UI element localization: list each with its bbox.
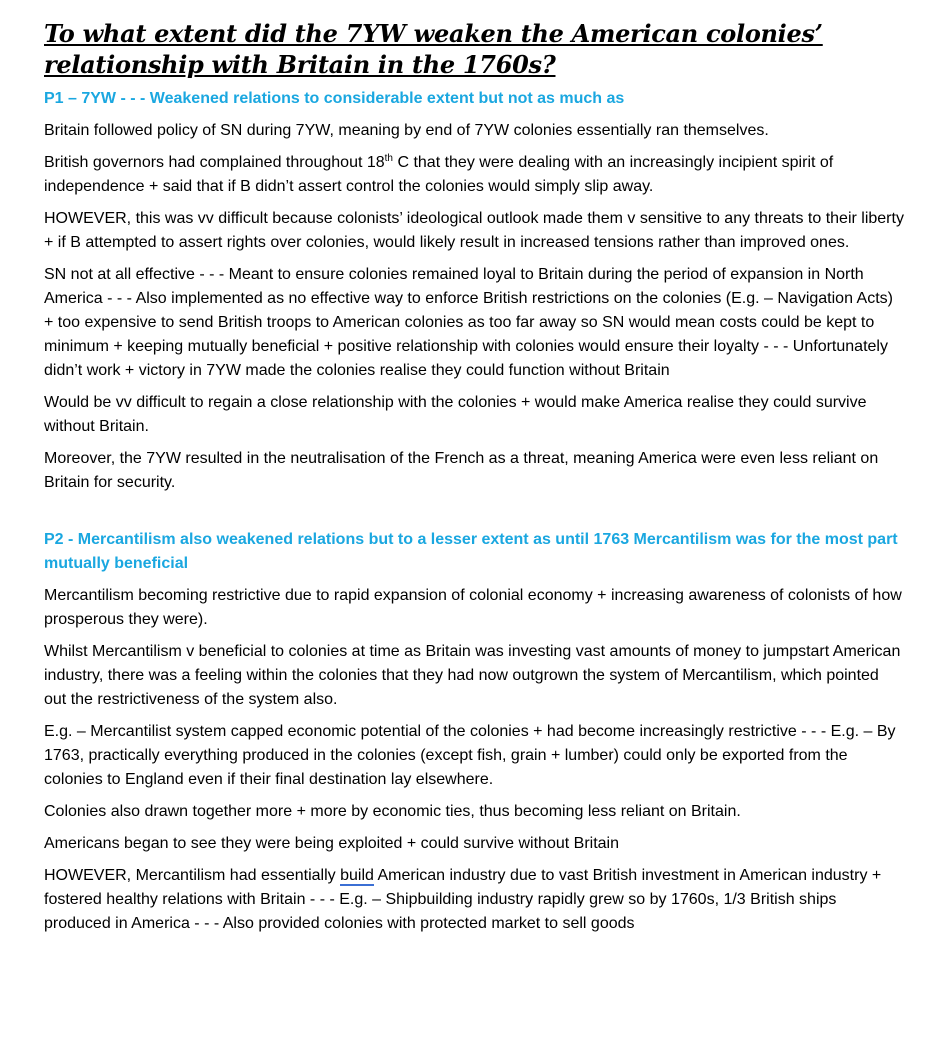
paragraph: Colonies also drawn together more + more by economic ties, thus becoming less reliant on Britain. <box>44 803 741 820</box>
paragraph: Americans began to see they were being exploited + could survive without Britain <box>44 835 619 852</box>
section-spacer <box>44 503 904 528</box>
paragraph: Moreover, the 7YW resulted in the neutralisation of the French as a threat, meaning America were even less reliant on Britain for security. <box>44 450 879 491</box>
paragraph-text: HOWEVER, Mercantilism had essentially <box>44 867 341 884</box>
ordinal-superscript: th <box>384 153 393 164</box>
paragraph: E.g. – Mercantilist system capped economic potential of the colonies + had become increasingly restrictive - - - E.g. – By 1763, practically everything produced in the colonies (except fish, grain + lumber) could only be exported from the colonies to England even if their final destination lay elsewhere. <box>44 723 896 788</box>
paragraph: SN not at all effective - - - Meant to ensure colonies remained loyal to Britain during the period of expansion in North America - - - Also implemented as no effective way to enforce British restrictions on the colonies (E.g. – Navigation Acts) + too expensive to send British troops to American colonies as too far away so SN would mean costs could be kept to minimum + keeping mutually beneficial + positive relationship with colonies would ensure their loyalty - - - Unfortunately didn’t work + victory in 7YW made the colonies realise they could function without Britain <box>44 266 893 379</box>
document-page <box>44 18 904 944</box>
paragraph-text: British governors had complained throughout 18 <box>44 154 385 171</box>
paragraph: Britain followed policy of SN during 7YW, meaning by end of 7YW colonies essentially ran themselves. <box>44 122 769 139</box>
paragraph-text: C that they were dealing with an increasingly incipient spirit of independence + said that if B didn’t assert control the colonies would simply slip away. <box>44 154 834 195</box>
paragraph <box>44 864 904 936</box>
paragraph <box>44 151 904 199</box>
spellcheck-flagged-word[interactable]: build <box>340 867 374 884</box>
title-line-1: To what extent did the 7YW weaken the American colonies’ <box>44 19 823 48</box>
paragraph: HOWEVER, this was vv difficult because colonists’ ideological outlook made them v sensitive to any threats to their liberty + if B attempted to assert rights over colonies, would likely result in increased tensions rather than improved ones. <box>44 210 904 251</box>
paragraph: Whilst Mercantilism v beneficial to colonies at time as Britain was investing vast amounts of money to jumpstart American industry, there was a feeling within the colonies that they had now outgrown the system of Mercantilism, which pointed out the restrictiveness of the system also. <box>44 643 901 708</box>
section-p1-heading: P1 – 7YW - - - Weakened relations to considerable extent but not as much as <box>44 90 625 107</box>
section-p1 <box>44 87 904 495</box>
paragraph: Would be vv difficult to regain a close relationship with the colonies + would make America realise they could survive without Britain. <box>44 394 867 435</box>
paragraph: Mercantilism becoming restrictive due to rapid expansion of colonial economy + increasing awareness of colonists of how prosperous they were). <box>44 587 902 628</box>
paragraph-text: American industry due to vast British investment in American industry + fostered healthy relations with Britain - - - E.g. – Shipbuilding industry rapidly grew so by 1760s, 1/3 British ships produced in America - - - Also provided colonies with protected market to sell goods <box>44 867 882 932</box>
section-p2-heading: P2 - Mercantilism also weakened relations but to a lesser extent as until 1763 Mercantilism was for the most part mutually beneficial <box>44 531 898 572</box>
section-p2 <box>44 528 904 936</box>
document-title <box>44 18 904 80</box>
title-line-2: relationship with Britain in the 1760s? <box>44 50 556 79</box>
